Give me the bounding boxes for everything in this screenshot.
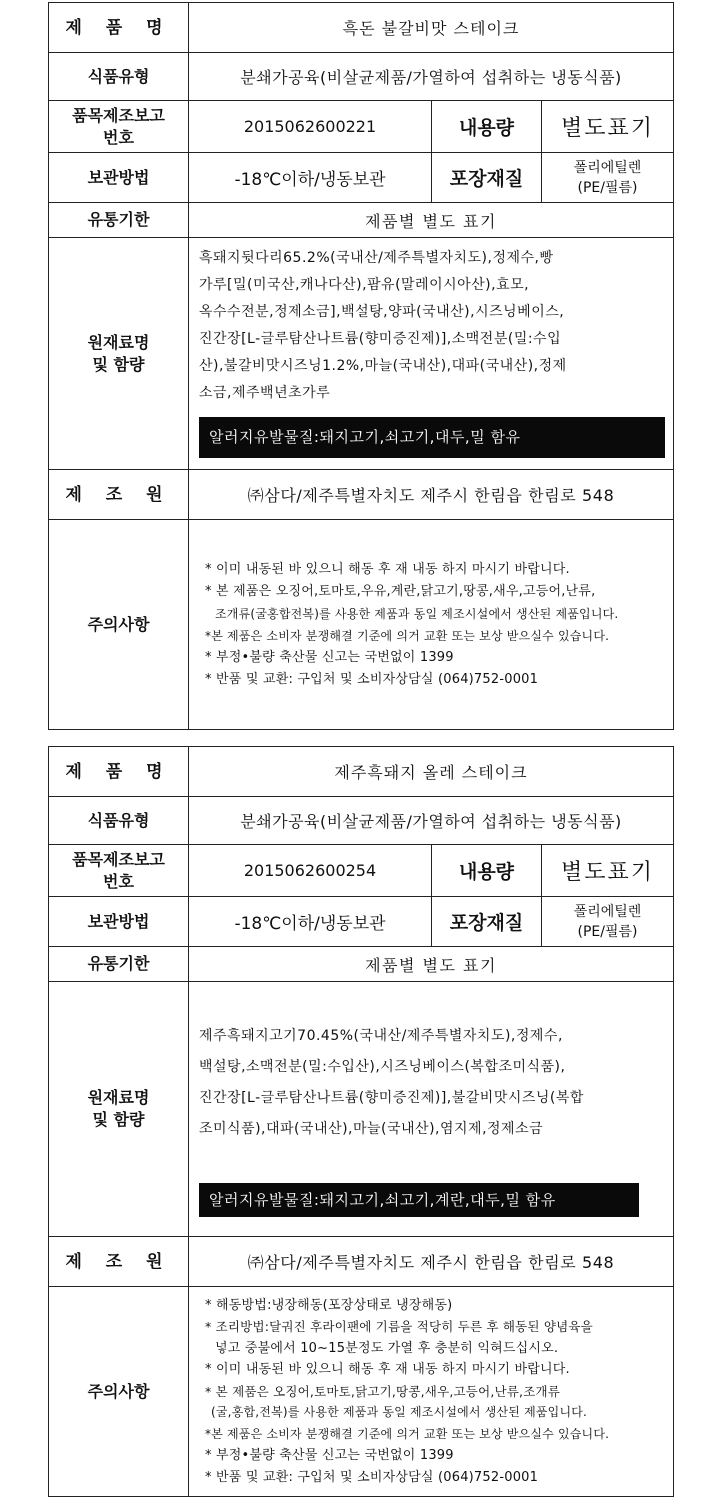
caution-item: *본 제품은 소비자 분쟁해결 기준에 의거 교환 또는 보상 받으실수 있습니다. bbox=[205, 628, 610, 643]
row-storage bbox=[49, 153, 674, 203]
ingredient-line: 제주흑돼지고기70.45%(국내산/제주특별자치도),정제수, bbox=[199, 1028, 563, 1044]
ingredient-line: 소금,제주백년초가루 bbox=[199, 385, 331, 401]
row-caution bbox=[49, 1287, 674, 1497]
label-manufacturer: 제 조 원 bbox=[49, 470, 189, 520]
ingredients bbox=[189, 982, 674, 1237]
storage-method: -18℃이하/냉동보관 bbox=[189, 897, 432, 947]
caution-item: * 반품 및 교환: 구입처 및 소비자상담실 (064)752-0001 bbox=[205, 671, 539, 687]
row-product-name bbox=[49, 3, 674, 53]
row-report-no bbox=[49, 101, 674, 153]
packaging bbox=[542, 153, 674, 203]
row-expiry bbox=[49, 947, 674, 982]
packaging-line1: 폴리에틸렌 bbox=[573, 159, 642, 176]
row-food-type bbox=[49, 53, 674, 101]
content-value: 별도표기 bbox=[542, 101, 674, 153]
product-name: 제주흑돼지 올레 스테이크 bbox=[189, 747, 674, 797]
label-ingredients-line1: 원재료명 bbox=[87, 332, 150, 352]
ingredient-line: 산),불갈비맛시즈닝1.2%,마늘(국내산),대파(국내산),정제 bbox=[199, 358, 567, 374]
label-report-no-line2: 번호 bbox=[103, 871, 134, 891]
storage-method: -18℃이하/냉동보관 bbox=[189, 153, 432, 203]
label-content: 내용량 bbox=[432, 101, 542, 153]
caution-item: * 조리방법:달궈진 후라이팬에 기름을 적당히 두른 후 해동된 양념육을 bbox=[205, 1319, 593, 1335]
manufacturer: ㈜삼다/제주특별자치도 제주시 한림읍 한림로 548 bbox=[189, 1237, 674, 1287]
label-report-no-line1: 품목제조보고 bbox=[72, 849, 165, 869]
label-storage: 보관방법 bbox=[49, 153, 189, 203]
allergy-notice: 알러지유발물질:돼지고기,쇠고기,대두,밀 함유 bbox=[199, 417, 665, 458]
label-ingredients bbox=[49, 982, 189, 1237]
caution-item: 조개류(굴홍합전복)를 사용한 제품과 동일 제조시설에서 생산된 제품입니다. bbox=[215, 606, 619, 621]
product-label-table bbox=[48, 746, 674, 1497]
manufacturer: ㈜삼다/제주특별자치도 제주시 한림읍 한림로 548 bbox=[189, 470, 674, 520]
ingredient-line: 진간장[L-글루탐산나트륨(향미증진제)],불갈비맛시즈닝(복합 bbox=[199, 1090, 584, 1106]
label-report-no bbox=[49, 101, 189, 153]
packaging bbox=[542, 897, 674, 947]
label-ingredients-line2: 및 함량 bbox=[92, 1110, 145, 1129]
label-caution: 주의사항 bbox=[49, 520, 189, 730]
label-food-type: 식품유형 bbox=[49, 53, 189, 101]
row-manufacturer bbox=[49, 1237, 674, 1287]
caution-item: * 부정•불량 축산물 신고는 국번없이 1399 bbox=[205, 1448, 454, 1464]
food-type: 분쇄가공육(비살균제품/가열하여 섭취하는 냉동식품) bbox=[189, 797, 674, 845]
label-ingredients bbox=[49, 238, 189, 470]
caution-item: * 이미 내동된 바 있으니 해동 후 재 내동 하지 마시기 바랍니다. bbox=[205, 561, 570, 577]
label-ingredients-line1: 원재료명 bbox=[87, 1088, 150, 1107]
label-packaging: 포장재질 bbox=[432, 153, 542, 203]
food-type: 분쇄가공육(비살균제품/가열하여 섭취하는 냉동식품) bbox=[189, 53, 674, 101]
ingredient-line: 진간장[L-글루탐산나트륨(향미증진제)],소맥전분(밀:수입 bbox=[199, 331, 562, 347]
row-ingredients bbox=[49, 982, 674, 1237]
row-manufacturer bbox=[49, 470, 674, 520]
label-report-no-line1: 품목제조보고 bbox=[72, 105, 165, 125]
row-caution bbox=[49, 520, 674, 730]
ingredient-line: 조미식품),대파(국내산),마늘(국내산),염지제,정제소금 bbox=[199, 1121, 544, 1137]
caution-item: (굴,홍합,전복)를 사용한 제품과 동일 제조시설에서 생산된 제품입니다. bbox=[211, 1405, 588, 1420]
label-report-no-line2: 번호 bbox=[103, 127, 134, 147]
row-expiry bbox=[49, 203, 674, 238]
caution-item: * 본 제품은 오징어,토마토,닭고기,땅콩,새우,고등어,난류,조개류 bbox=[205, 1383, 561, 1399]
row-report-no bbox=[49, 845, 674, 897]
label-content: 내용량 bbox=[432, 845, 542, 897]
caution-list bbox=[189, 1287, 674, 1497]
packaging-line1: 폴리에틸렌 bbox=[573, 903, 642, 920]
ingredient-line: 백설탕,소맥전분(밀:수입산),시즈닝베이스(복합조미식품), bbox=[199, 1059, 566, 1075]
product-name: 흑돈 불갈비맛 스테이크 bbox=[189, 3, 674, 53]
caution-item: 넣고 중불에서 10~15분정도 가열 후 충분히 익혀드십시오. bbox=[215, 1340, 559, 1356]
content-value: 별도표기 bbox=[542, 845, 674, 897]
label-food-type: 식품유형 bbox=[49, 797, 189, 845]
report-number: 2015062600254 bbox=[189, 845, 432, 897]
report-number: 2015062600221 bbox=[189, 101, 432, 153]
row-ingredients bbox=[49, 238, 674, 470]
caution-list bbox=[189, 520, 674, 730]
label-packaging: 포장재질 bbox=[432, 897, 542, 947]
caution-item: * 해동방법:냉장해동(포장상태로 냉장해동) bbox=[205, 1297, 453, 1313]
packaging-line2: (PE/필름) bbox=[577, 923, 638, 940]
ingredient-line: 가루[밀(미국산,캐나다산),팜유(말레이시아산),효모, bbox=[199, 277, 530, 293]
ingredients bbox=[189, 238, 674, 470]
caution-item: * 부정•불량 축산물 신고는 국번없이 1399 bbox=[205, 649, 454, 665]
ingredient-line: 옥수수전분,정제소금],백설탕,양파(국내산),시즈닝베이스, bbox=[199, 304, 565, 320]
expiry: 제품별 별도 표기 bbox=[189, 203, 674, 238]
caution-item: * 이미 내동된 바 있으니 해동 후 재 내동 하지 마시기 바랍니다. bbox=[205, 1362, 570, 1378]
allergy-notice: 알러지유발물질:돼지고기,쇠고기,계란,대두,밀 함유 bbox=[199, 1183, 639, 1217]
packaging-line2: (PE/필름) bbox=[577, 179, 638, 196]
label-manufacturer: 제 조 원 bbox=[49, 1237, 189, 1287]
row-product-name bbox=[49, 747, 674, 797]
label-expiry: 유통기한 bbox=[49, 203, 189, 238]
caution-item: * 반품 및 교환: 구입처 및 소비자상담실 (064)752-0001 bbox=[205, 1469, 539, 1485]
label-ingredients-line2: 및 함량 bbox=[92, 354, 145, 374]
row-storage bbox=[49, 897, 674, 947]
ingredient-line: 흑돼지뒷다리65.2%(국내산/제주특별자치도),정제수,빵 bbox=[199, 250, 554, 266]
product-label-table bbox=[48, 2, 674, 730]
label-report-no bbox=[49, 845, 189, 897]
label-caution: 주의사항 bbox=[49, 1287, 189, 1497]
label-product-name: 제 품 명 bbox=[49, 747, 189, 797]
caution-item: *본 제품은 소비자 분쟁해결 기준에 의거 교환 또는 보상 받으실수 있습니다. bbox=[205, 1426, 610, 1441]
label-expiry: 유통기한 bbox=[49, 947, 189, 982]
caution-item: * 본 제품은 오징어,토마토,우유,계란,닭고기,땅콩,새우,고등어,난류, bbox=[205, 583, 596, 599]
label-product-name: 제 품 명 bbox=[49, 3, 189, 53]
row-food-type bbox=[49, 797, 674, 845]
expiry: 제품별 별도 표기 bbox=[189, 947, 674, 982]
label-storage: 보관방법 bbox=[49, 897, 189, 947]
